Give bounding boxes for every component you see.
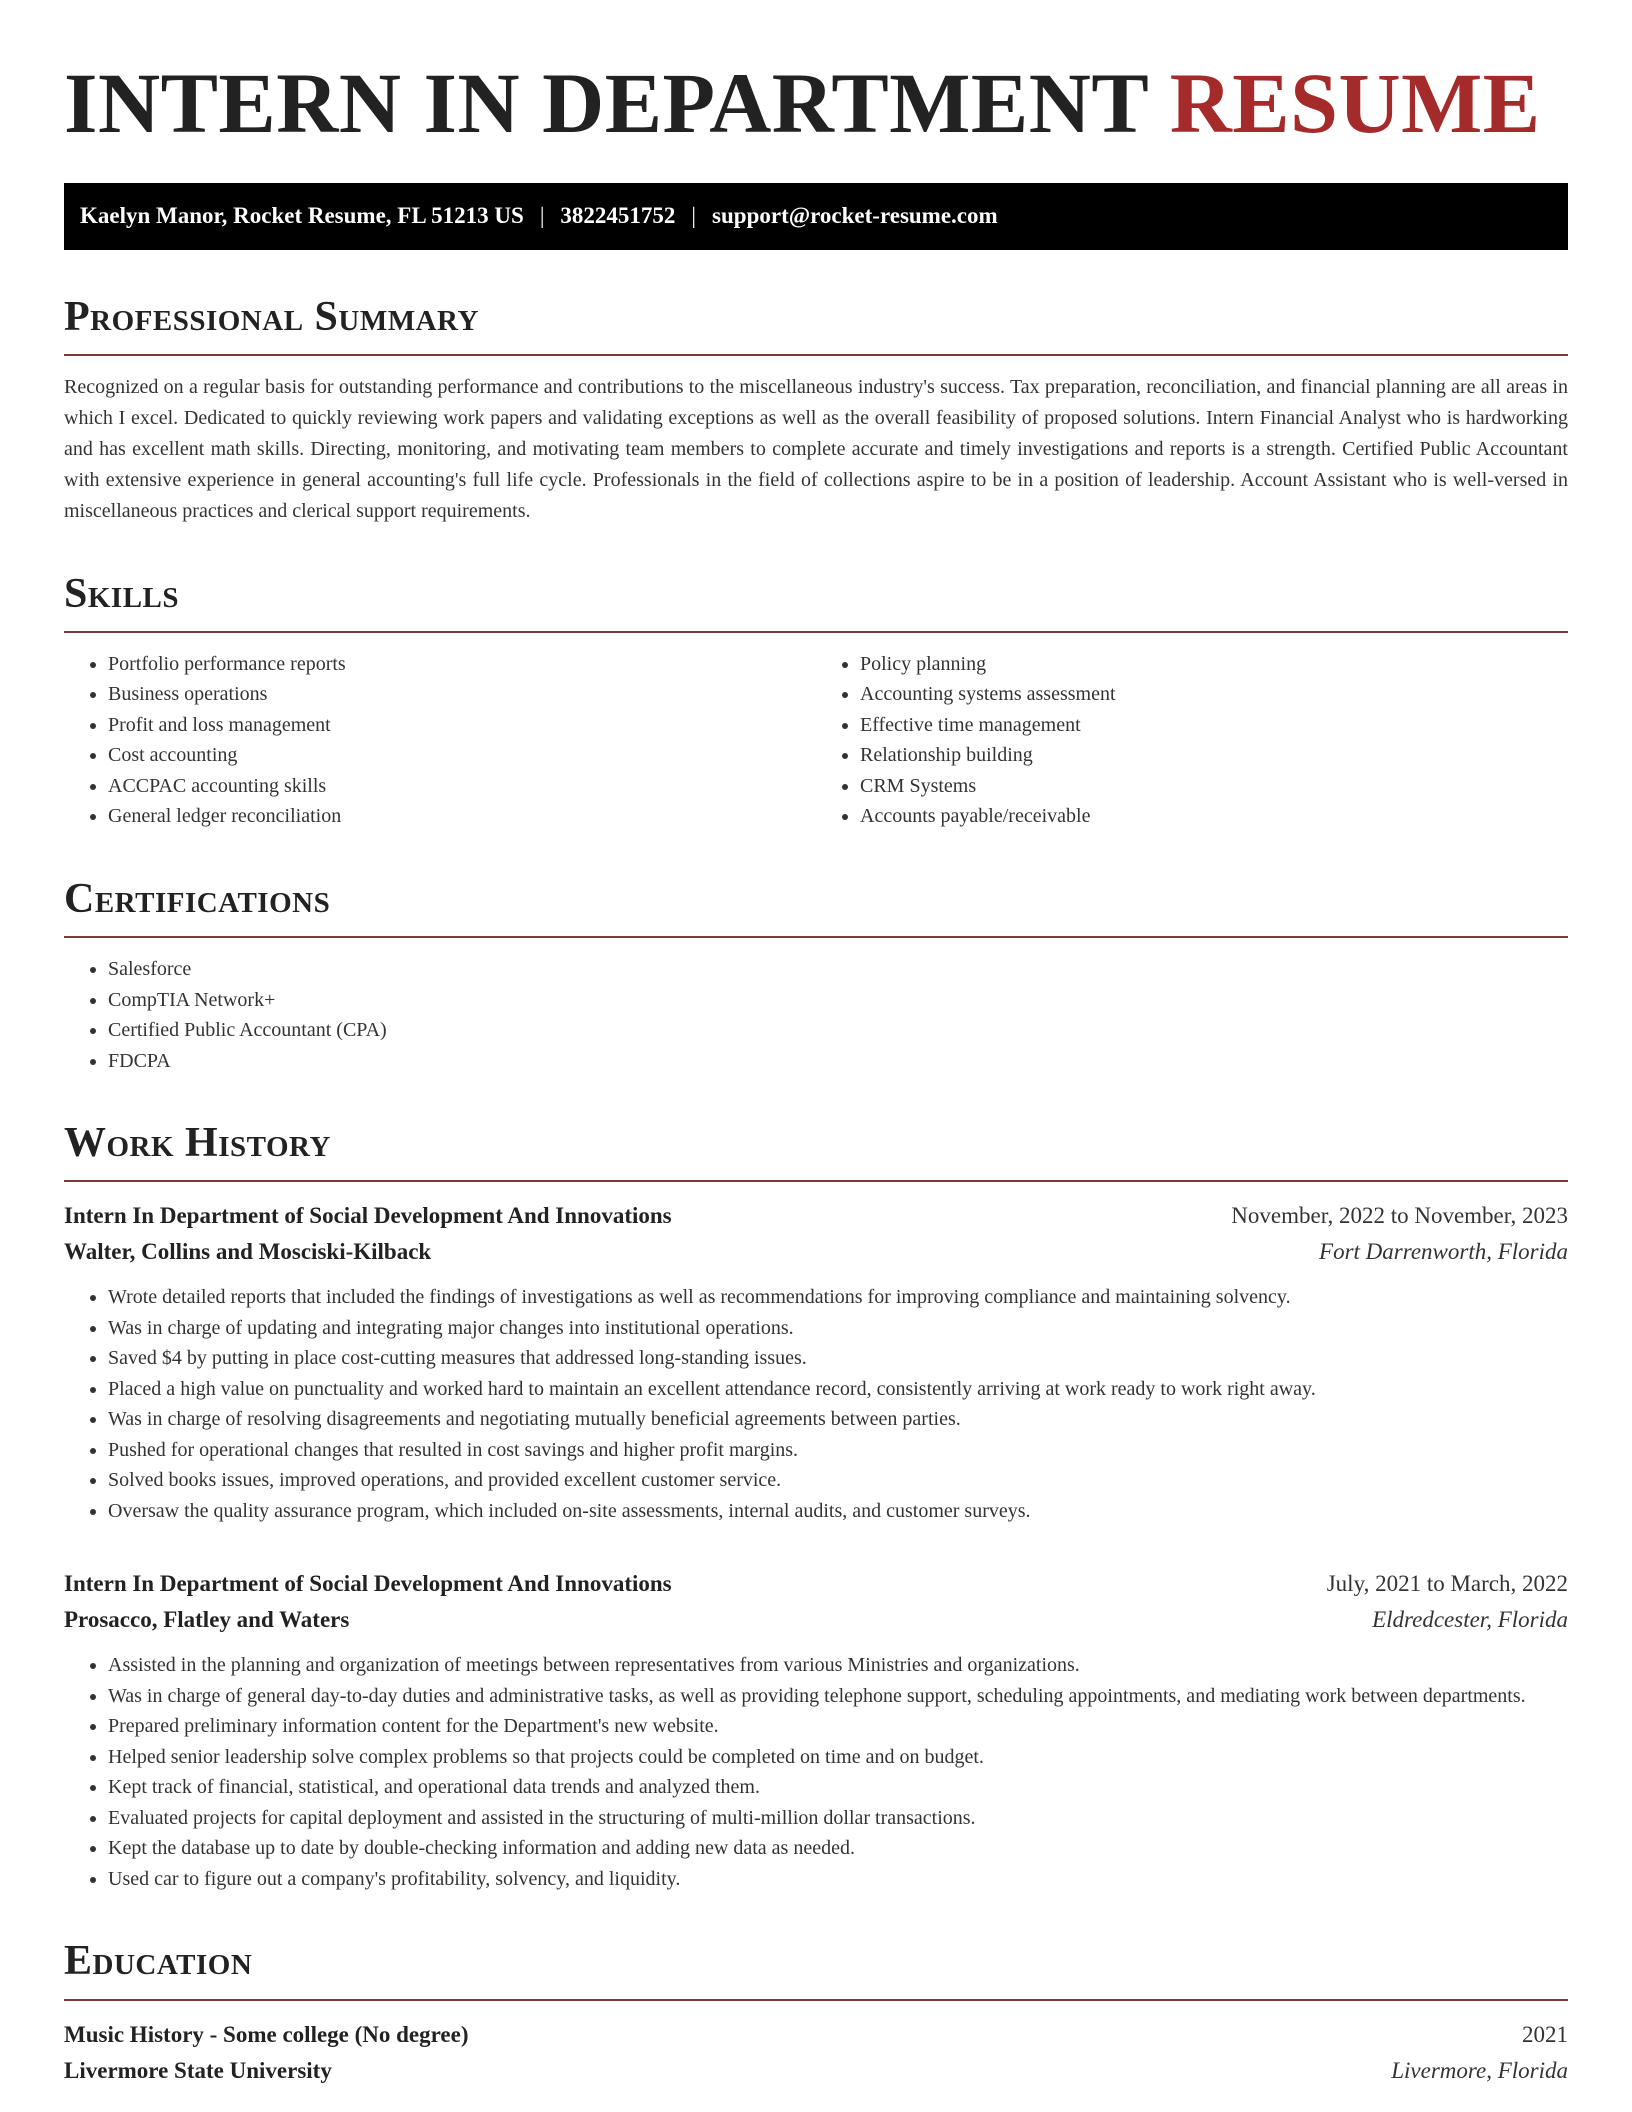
resume-title (64, 56, 1568, 151)
summary-heading: Professional Summary (64, 294, 1568, 356)
job-bullet: • Prepared preliminary information content for the Department's new website. (108, 1711, 1568, 1742)
job-bullet: • Evaluated projects for capital deployment and assisted in the structuring of multi-million dollar transactions. (108, 1803, 1568, 1834)
skill-item: • Portfolio performance reports (108, 649, 816, 680)
work-history-heading: Work History (64, 1120, 1568, 1182)
job-header-row (64, 1198, 1568, 1234)
contact-separator: | (691, 203, 697, 229)
education-degree: Music History - Some college (No degree) (64, 2021, 469, 2047)
skill-item: • CRM Systems (860, 771, 1568, 802)
skills-heading: Skills (64, 571, 1568, 633)
job-bullet: • Was in charge of resolving disagreements and negotiating mutually beneficial agreements between parties. (108, 1404, 1568, 1435)
education-heading: Education (64, 1938, 1568, 2000)
skill-item: • Accounts payable/receivable (860, 801, 1568, 832)
job-dates: July, 2021 to March, 2022 (1326, 1571, 1568, 1597)
education-school: Livermore State University (64, 2057, 332, 2083)
education-entry (64, 2017, 1568, 2089)
skill-item: • General ledger reconciliation (108, 801, 816, 832)
resume-title-main: INTERN IN DEPARTMENT (64, 55, 1148, 151)
job-bullet: • Used car to figure out a company's profitability, solvency, and liquidity. (108, 1864, 1568, 1895)
education-degree-row (64, 2017, 1568, 2053)
job-entry (64, 1198, 1568, 1526)
contact-email: support@rocket-resume.com (712, 203, 998, 229)
skill-item: • ACCPAC accounting skills (108, 771, 816, 802)
skill-item: • Effective time management (860, 710, 1568, 741)
certifications-heading: Certifications (64, 876, 1568, 938)
job-bullet: • Kept the database up to date by double-checking information and adding new data as needed. (108, 1833, 1568, 1864)
skill-item: • Cost accounting (108, 740, 816, 771)
job-title: Intern In Department of Social Development And Innovations (64, 1203, 672, 1229)
job-company: Prosacco, Flatley and Waters (64, 1607, 350, 1633)
job-bullets (64, 1650, 1568, 1894)
job-bullets (64, 1282, 1568, 1526)
certification-item: • Salesforce (108, 954, 1568, 985)
certification-item: • Certified Public Accountant (CPA) (108, 1015, 1568, 1046)
job-bullet: • Helped senior leadership solve complex problems so that projects could be completed on time and on budget. (108, 1742, 1568, 1773)
skill-item: • Policy planning (860, 649, 1568, 680)
contact-bar (64, 183, 1568, 250)
job-bullet: • Was in charge of updating and integrating major changes into institutional operations. (108, 1313, 1568, 1344)
skills-list-left (64, 649, 816, 832)
skill-item: • Profit and loss management (108, 710, 816, 741)
job-title: Intern In Department of Social Development And Innovations (64, 1571, 672, 1597)
skill-item: • Business operations (108, 679, 816, 710)
job-company-row (64, 1234, 1568, 1270)
job-company: Walter, Collins and Mosciski-Kilback (64, 1239, 432, 1265)
job-bullet: • Wrote detailed reports that included the findings of investigations as well as recommendations for improving compliance and maintaining solvency. (108, 1282, 1568, 1313)
contact-separator: | (539, 203, 545, 229)
job-bullet: • Saved $4 by putting in place cost-cutting measures that addressed long-standing issues. (108, 1343, 1568, 1374)
education-year: 2021 (1522, 2021, 1568, 2047)
work-history-section (64, 1120, 1568, 1894)
job-bullet: • Pushed for operational changes that resulted in cost savings and higher profit margins. (108, 1435, 1568, 1466)
contact-address: Kaelyn Manor, Rocket Resume, FL 51213 US (80, 203, 524, 229)
skills-columns (64, 633, 1568, 832)
job-bullet: • Placed a high value on punctuality and worked hard to maintain an excellent attendance record, consistently arriving at work ready to work right away. (108, 1374, 1568, 1405)
skills-section (64, 571, 1568, 832)
job-bullet: • Oversaw the quality assurance program, which included on-site assessments, internal audits, and customer surveys. (108, 1496, 1568, 1527)
contact-phone: 3822451752 (560, 203, 676, 229)
job-header-row (64, 1566, 1568, 1602)
job-bullet: • Kept track of financial, statistical, and operational data trends and analyzed them. (108, 1772, 1568, 1803)
skill-item: • Accounting systems assessment (860, 679, 1568, 710)
resume-title-accent: RESUME (1169, 55, 1541, 151)
skill-item: • Relationship building (860, 740, 1568, 771)
education-section (64, 1938, 1568, 2088)
job-company-row (64, 1602, 1568, 1638)
job-bullet: • Solved books issues, improved operations, and provided excellent customer service. (108, 1465, 1568, 1496)
certification-item: • CompTIA Network+ (108, 985, 1568, 1016)
education-school-row (64, 2053, 1568, 2089)
job-bullet: • Assisted in the planning and organization of meetings between representatives from various Ministries and organizations. (108, 1650, 1568, 1681)
job-entry (64, 1566, 1568, 1894)
summary-text: Recognized on a regular basis for outstanding performance and contributions to the miscellaneous industry's success. Tax preparation, reconciliation, and financial planning are all areas in which I excel. Dedicated to quickly reviewing work papers and validating exceptions as well as the overall feasibility of proposed solutions. Intern Financial Analyst who is hardworking and has excellent math skills. Directing, monitoring, and motivating team members to complete accurate and timely investigations and reports is a strength. Certified Public Accountant with extensive experience in general accounting's full life cycle. Professionals in the field of collections aspire to be in a position of leadership. Account Assistant who is well-versed in miscellaneous practices and clerical support requirements. (64, 375, 1568, 522)
certifications-list (64, 954, 1568, 1076)
certifications-section (64, 876, 1568, 1076)
job-bullet: • Was in charge of general day-to-day duties and administrative tasks, as well as providing telephone support, scheduling appointments, and mediating work between departments. (108, 1681, 1568, 1712)
job-location: Eldredcester, Florida (1372, 1607, 1568, 1633)
summary-section (64, 294, 1568, 527)
skills-list-right (816, 649, 1568, 832)
job-location: Fort Darrenworth, Florida (1319, 1239, 1568, 1265)
education-location: Livermore, Florida (1391, 2057, 1568, 2083)
job-dates: November, 2022 to November, 2023 (1231, 1203, 1568, 1229)
certification-item: • FDCPA (108, 1046, 1568, 1077)
